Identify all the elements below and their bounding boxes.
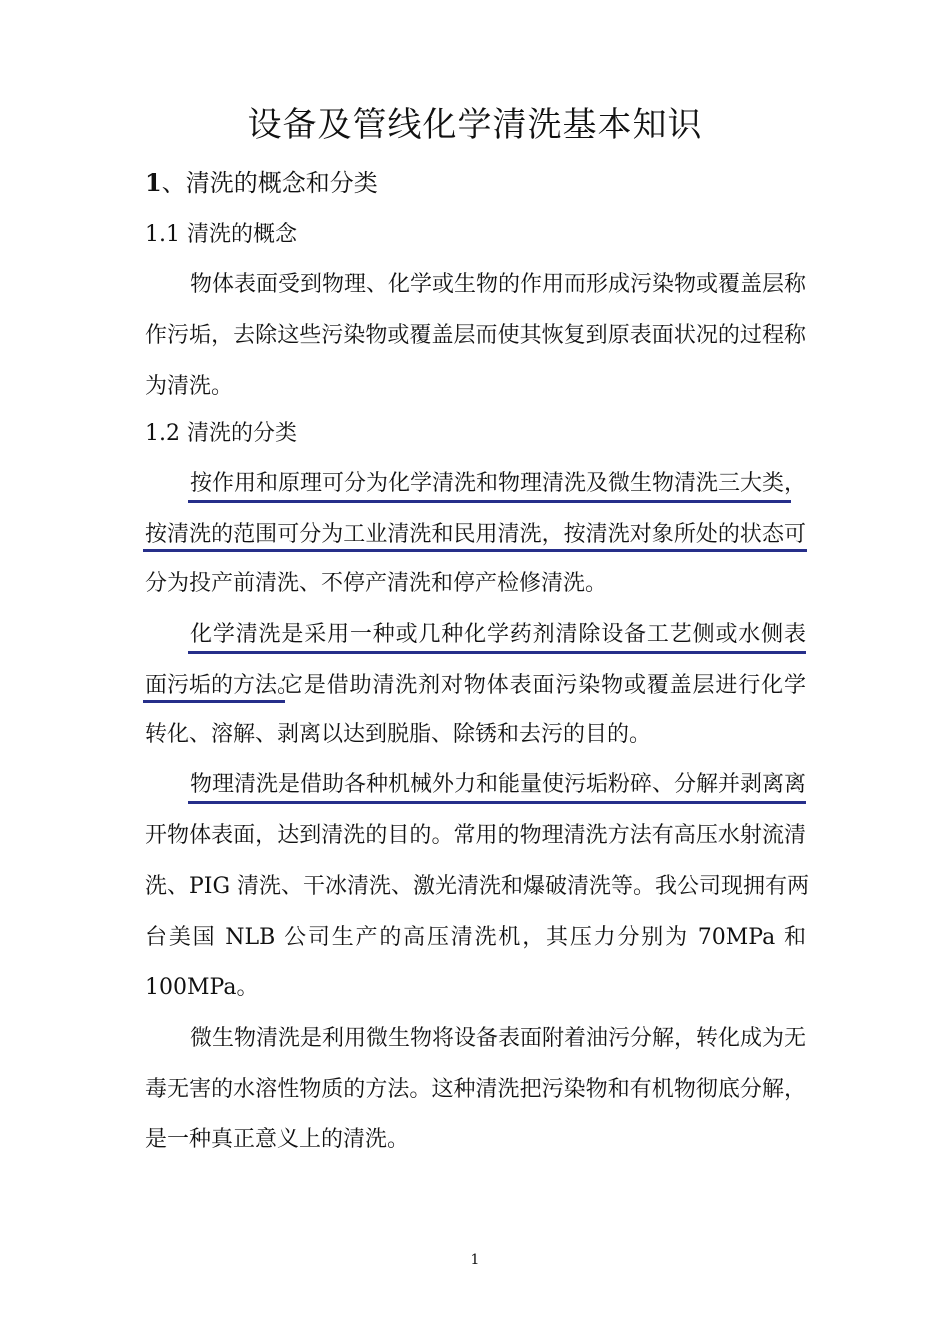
paragraph-line: 物体表面受到物理、化学或生物的作用而形成污染物或覆盖层称 xyxy=(190,272,807,297)
underline-mark xyxy=(143,700,285,703)
section-number: 1 xyxy=(145,168,162,197)
paragraph-line: 微生物清洗是利用微生物将设备表面附着油污分解，转化成为无 xyxy=(190,1026,807,1051)
underline-mark xyxy=(188,801,806,804)
subsection-heading-1-2: 1.2 清洗的分类 xyxy=(145,421,297,446)
paragraph-line: 为清洗。 xyxy=(145,374,234,399)
document-title: 设备及管线化学清洗基本知识 xyxy=(247,105,703,145)
paragraph-line: 毒无害的水溶性物质的方法。这种清洗把污染物和有机物彻底分解， xyxy=(145,1077,806,1102)
paragraph-line: 开物体表面，达到清洗的目的。常用的物理清洗方法有高压水射流清 xyxy=(145,823,806,848)
paragraph-line: 按作用和原理可分为化学清洗和物理清洗及微生物清洗三大类， xyxy=(190,471,807,496)
underline-mark xyxy=(188,500,791,503)
paragraph-line: 台美国 NLB 公司生产的高压清洗机，其压力分别为 70MPa 和 xyxy=(145,925,806,950)
paragraph-line xyxy=(145,670,806,702)
paragraph-line: 转化、溶解、剥离以达到脱脂、除锈和去污的目的。 xyxy=(145,722,652,747)
paragraph-line: 物理清洗是借助各种机械外力和能量使污垢粉碎、分解并剥离离 xyxy=(190,772,807,797)
subsection-heading-1-1: 1.1 清洗的概念 xyxy=(145,222,297,247)
paragraph-line: 作污垢，去除这些污染物或覆盖层而使其恢复到原表面状况的过程称 xyxy=(145,323,806,348)
paragraph-line: 分为投产前清洗、不停产清洗和停产检修清洗。 xyxy=(145,571,608,596)
paragraph-line: 100MPa。 xyxy=(145,975,259,1000)
section-heading-1 xyxy=(145,167,378,199)
paragraph-line: 是一种真正意义上的清洗。 xyxy=(145,1127,410,1152)
underline-mark xyxy=(143,549,807,552)
section-heading-text: 、清洗的概念和分类 xyxy=(161,169,378,197)
paragraph-line: 按清洗的范围可分为工业清洗和民用清洗，按清洗对象所处的状态可 xyxy=(145,522,806,547)
page-number: 1 xyxy=(470,1252,480,1268)
underline-mark xyxy=(188,651,806,654)
paragraph-line: 洗、PIG 清洗、干冰清洗、激光清洗和爆破清洗等。我公司现拥有两 xyxy=(145,874,810,899)
phrase-rest: 它是借助清洗剂对物体表面污染物或覆盖层进行化学 xyxy=(281,673,806,698)
paragraph-line: 化学清洗是采用一种或几种化学药剂清除设备工艺侧或水侧表 xyxy=(190,622,806,647)
underlined-phrase: 面污垢的方法。 xyxy=(145,673,300,698)
